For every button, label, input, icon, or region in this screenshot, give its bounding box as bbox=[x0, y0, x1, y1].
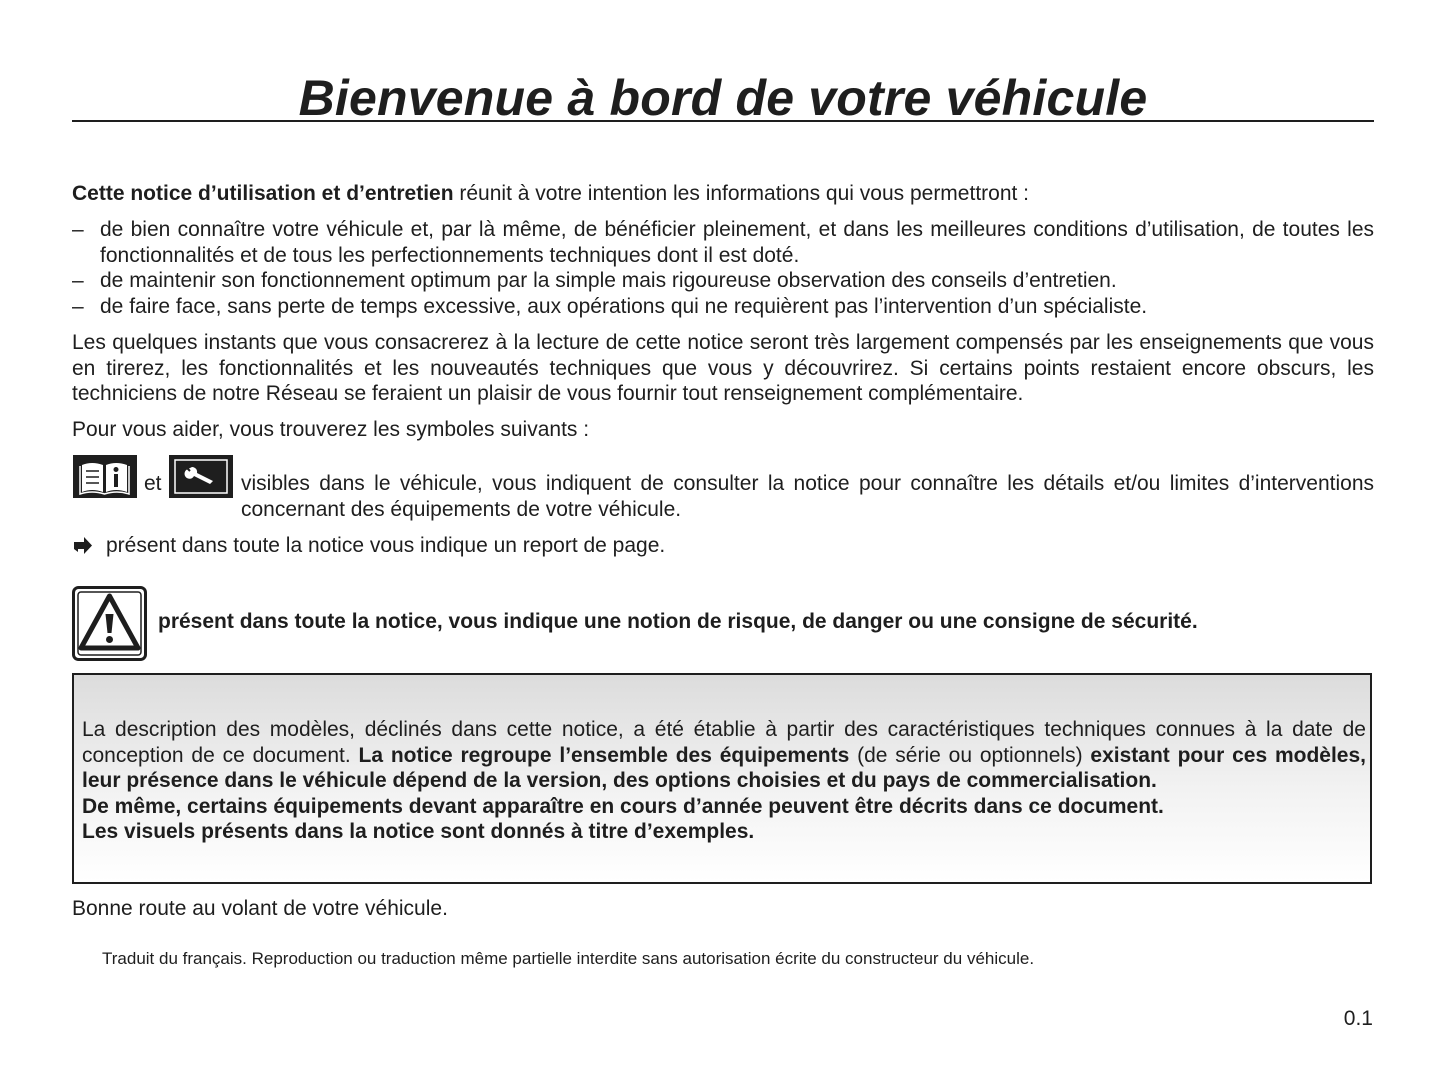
purpose-list bbox=[72, 217, 1374, 319]
list-dash: – bbox=[72, 218, 84, 241]
arrow-right-icon bbox=[72, 533, 94, 558]
intro-rest: réunit à votre intention les informations qui vous permettront : bbox=[453, 182, 1030, 205]
intro-paragraph bbox=[72, 181, 1374, 207]
disclaimer-bold-4: Les visuels présents dans la notice sont donnés à titre d’exemples. bbox=[82, 820, 755, 843]
disclaimer-bold-1: La notice regroupe l’ensemble des équipements bbox=[358, 743, 850, 767]
list-item bbox=[72, 217, 1374, 268]
list-dash: – bbox=[72, 269, 84, 292]
page-reference-note: présent dans toute la notice vous indique un report de page. bbox=[106, 534, 666, 557]
closing-line: Bonne route au volant de votre véhicule. bbox=[72, 897, 448, 920]
list-dash: – bbox=[72, 294, 84, 318]
list-item bbox=[72, 294, 1374, 320]
copyright-footnote: Traduit du français. Reproduction ou traduction même partielle interdite sans autorisation écrite du constructeur du véhicule. bbox=[102, 949, 1035, 968]
list-item-text: de faire face, sans perte de temps excessive, aux opérations qui ne requièrent pas l’intervention d’un spécialiste. bbox=[100, 294, 1148, 318]
list-item-text: de bien connaître votre véhicule et, par là même, de bénéficier pleinement, et dans les meilleures conditions d’utilisation, de toutes les fonctionnalités et de tous les perfectionnements techniques dont il est doté. bbox=[100, 218, 1374, 267]
disclaimer-part-2: (de série ou optionnels) bbox=[849, 743, 1091, 767]
page-title-text: Bienvenue à bord de votre véhicule bbox=[298, 70, 1148, 126]
symbols-description: visibles dans le véhicule, vous indiquent de consulter la notice pour connaître les détails et/ou limites d’interventions concernant des équipements de votre véhicule. bbox=[241, 472, 1374, 521]
intro-bold: Cette notice d’utilisation et d’entretien bbox=[72, 182, 454, 205]
symbols-intro: Pour vous aider, vous trouverez les symboles suivants : bbox=[72, 418, 590, 441]
page-number: 0.1 bbox=[1343, 1007, 1373, 1030]
disclaimer-box bbox=[72, 673, 1372, 884]
disclaimer-text bbox=[82, 717, 1366, 845]
warning-triangle-icon bbox=[72, 586, 147, 661]
disclaimer-bold-2: existant pour ces modèles, leur présence dans le véhicule dépend de la version, des options choisies et du pays de commercialisation. bbox=[82, 743, 1366, 792]
wrench-icon bbox=[169, 455, 233, 498]
safety-warning-text: présent dans toute la notice, vous indique une notion de risque, de danger ou une consigne de sécurité. bbox=[158, 610, 1198, 633]
page-title bbox=[72, 70, 1374, 126]
list-item bbox=[72, 268, 1374, 294]
book-info-icon bbox=[73, 455, 137, 498]
disclaimer-bold-3: De même, certains équipements devant apparaître en cours d’année peuvent être décrits dans ce document. bbox=[82, 794, 1164, 818]
disclaimer-part-1: La description des modèles, déclinés dans cette notice, a été établie à partir des caractéristiques techniques connues à la date de conception de ce document. bbox=[82, 718, 1366, 767]
symbols-conjunction: et bbox=[144, 472, 162, 495]
reading-paragraph: Les quelques instants que vous consacrerez à la lecture de cette notice seront très largement compensés par les enseignements que vous en tirerez, les fonctionnalités et les nouveautés techniques que vous y découvrirez. Si certains points restaient encore obscurs, les techniciens de notre Réseau se feraient un plaisir de vous fournir tout renseignement complémentaire. bbox=[72, 331, 1374, 405]
list-item-text: de maintenir son fonctionnement optimum par la simple mais rigoureuse observation des conseils d’entretien. bbox=[100, 269, 1117, 292]
